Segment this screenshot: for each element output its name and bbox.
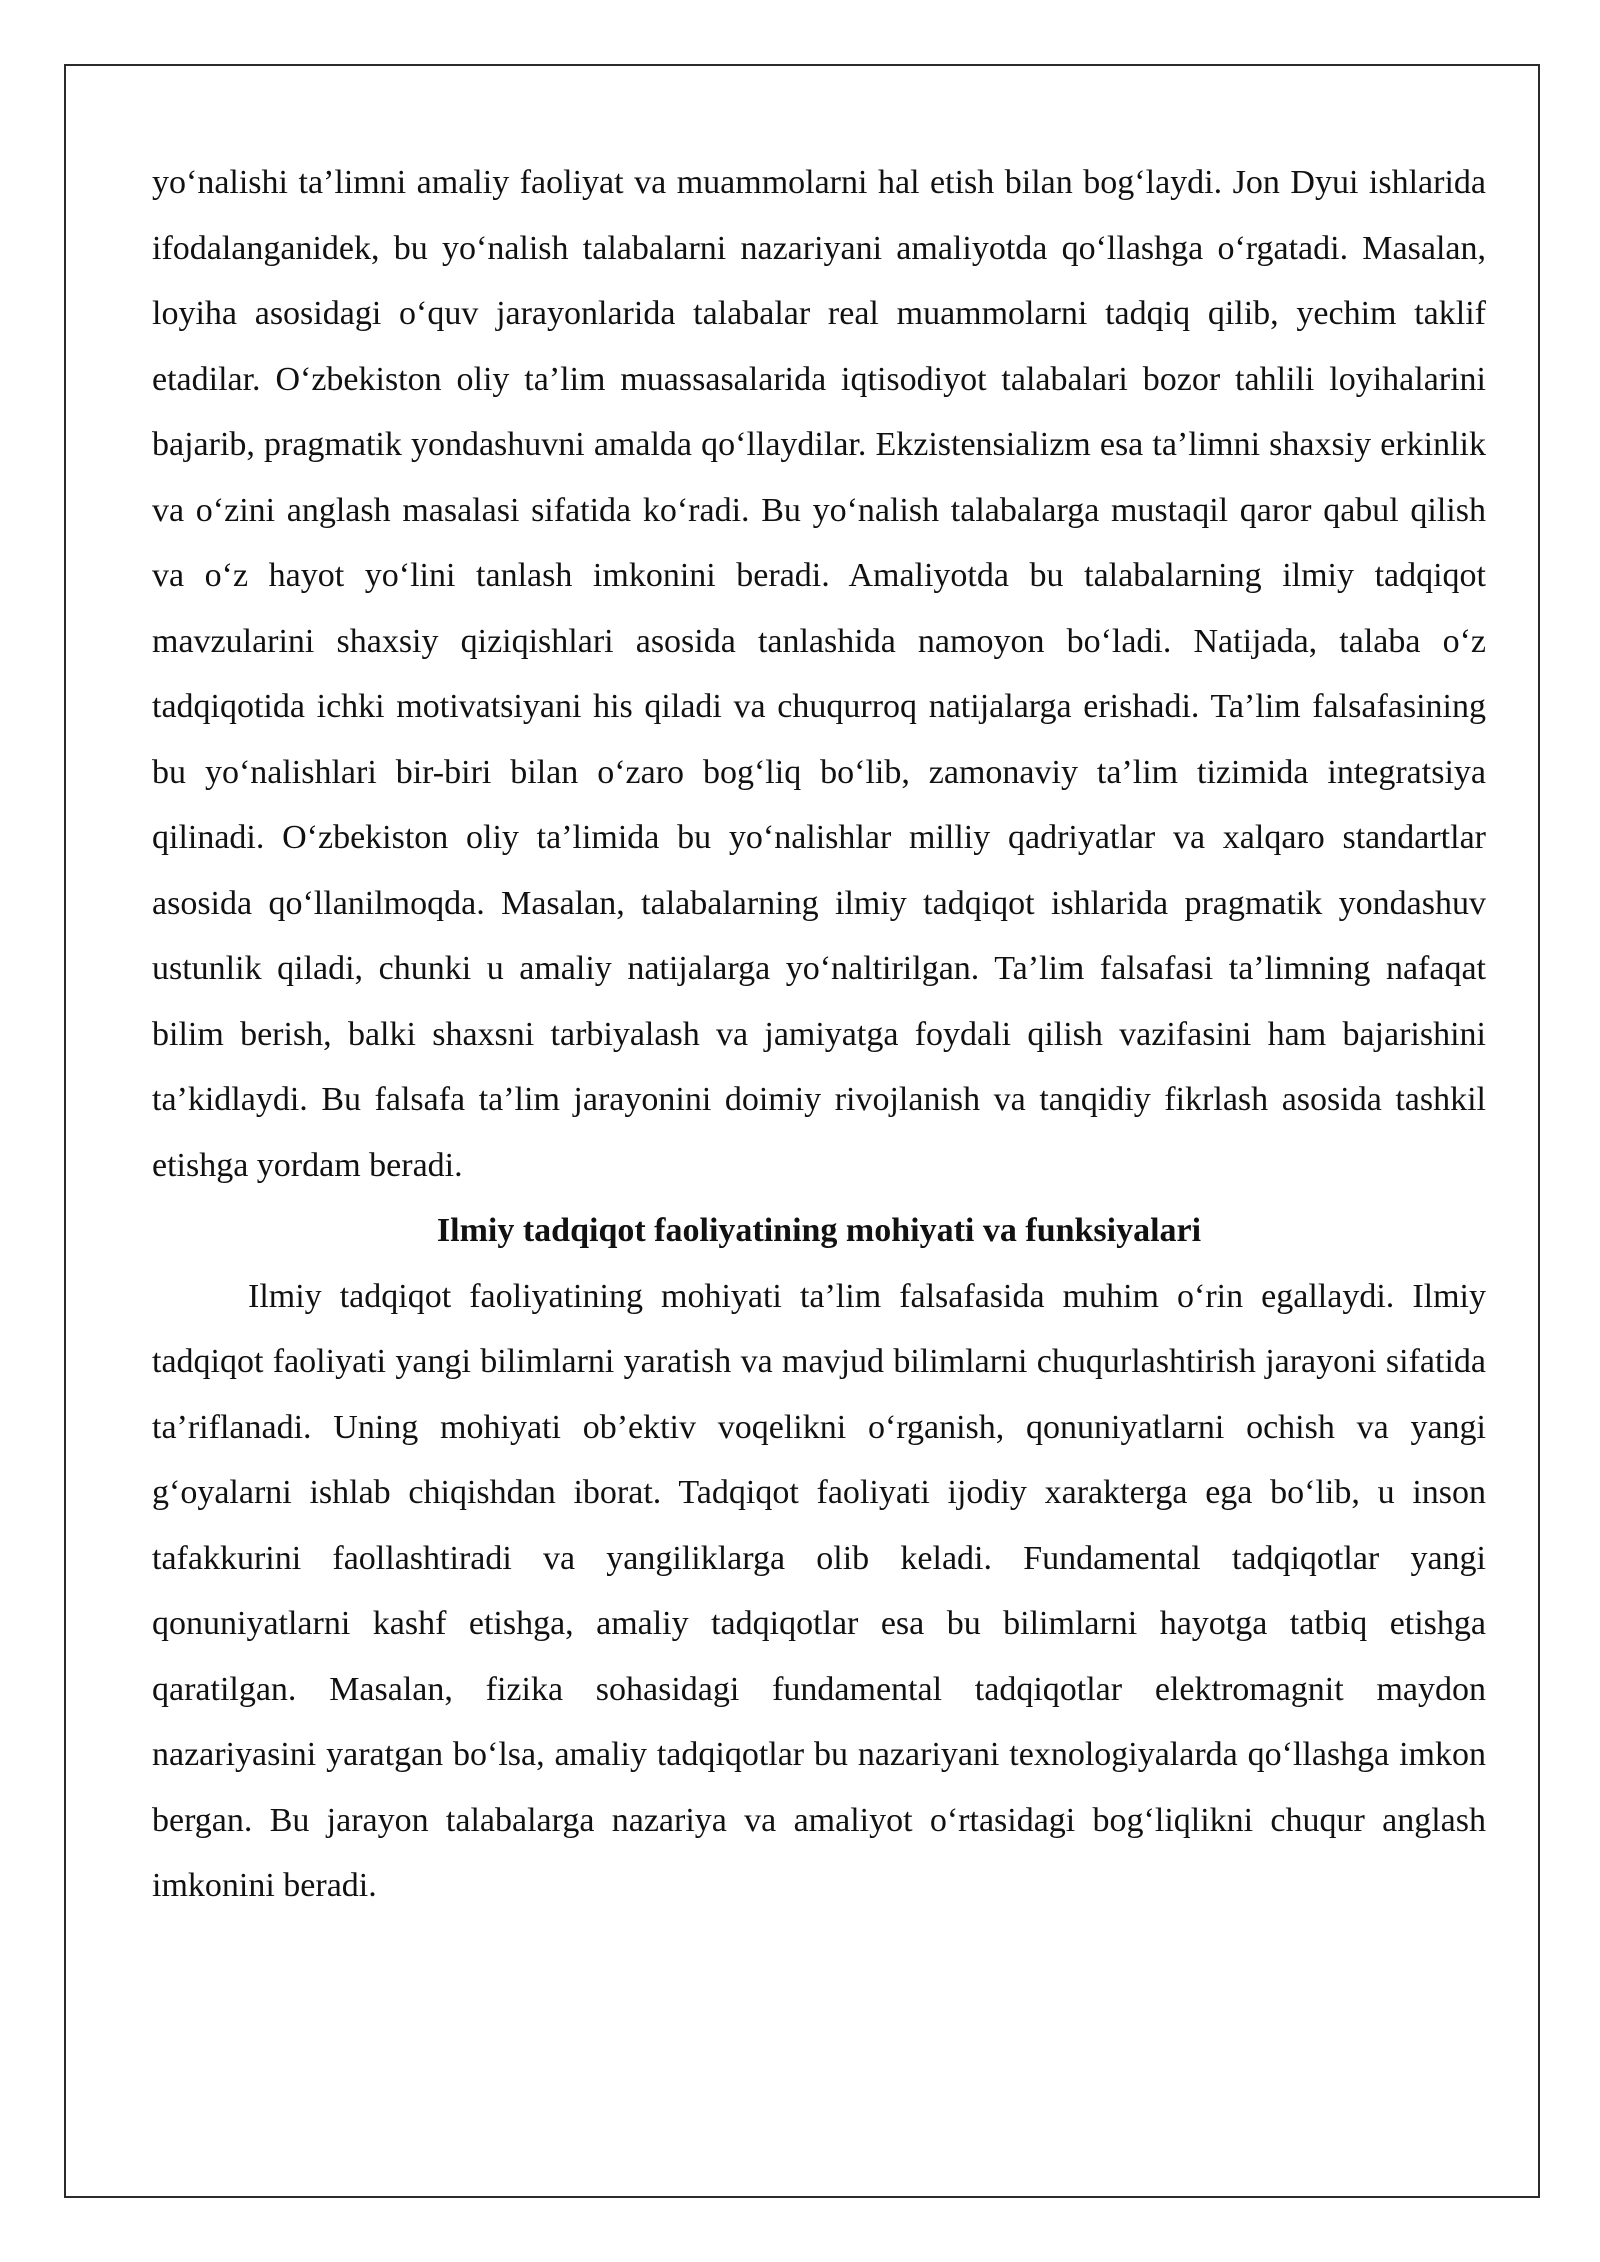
section-heading: Ilmiy tadqiqot faoliyatining mohiyati va funksiyalari xyxy=(436,1212,1202,1249)
page-content xyxy=(152,150,1486,1919)
body-paragraph-continued: yo‘nalishi ta’limni amaliy faoliyat va muammolarni hal etish bilan bog‘laydi. Jon Dyui ishlarida ifodalanganidek, bu yo‘nalish talabalarni nazariyani amaliyotda qo‘llashga o‘rgatadi. Masalan, loyiha asosidagi o‘quv jarayonlarida talabalar real muammolarni tadqiq qilib, yechim taklif etadilar. O‘zbekiston oliy ta’lim muassasalarida iqtisodiyot talabalari bozor tahlili loyihalarini bajarib, pragmatik yondashuvni amalda qo‘llaydilar. Ekzistensializm esa ta’limni shaxsiy erkinlik va o‘zini anglash masalasi sifatida ko‘radi. Bu yo‘nalish talabalarga mustaqil qaror qabul qilish va o‘z hayot yo‘lini tanlash imkonini beradi. Amaliyotda bu talabalarning ilmiy tadqiqot mavzularini shaxsiy qiziqishlari asosida tanlashida namoyon bo‘ladi. Natijada, talaba o‘z tadqiqotida ichki motivatsiyani his qiladi va chuqurroq natijalarga erishadi. Ta’lim falsafasining bu yo‘nalishlari bir-biri bilan o‘zaro bog‘liq bo‘lib, zamonaviy ta’lim tizimida integratsiya qilinadi. O‘zbekiston oliy ta’limida bu yo‘nalishlar milliy qadriyatlar va xalqaro standartlar asosida qo‘llanilmoqda. Masalan, talabalarning ilmiy tadqiqot ishlarida pragmatik yondashuv ustunlik qiladi, chunki u amaliy natijalarga yo‘naltirilgan. Ta’lim falsafasi ta’limning nafaqat bilim berish, balki shaxsni tarbiyalash va jamiyatga foydali qilish vazifasini ham bajarishini ta’kidlaydi. Bu falsafa ta’lim jarayonini doimiy rivojlanish va tanqidiy fikrlash asosida tashkil etishga yordam beradi. xyxy=(152,164,1486,1184)
body-paragraph: Ilmiy tadqiqot faoliyatining mohiyati ta’lim falsafasida muhim o‘rin egallaydi. Ilmiy tadqiqot faoliyati yangi bilimlarni yaratish va mavjud bilimlarni chuqurlashtirish jarayoni sifatida ta’riflanadi. Uning mohiyati ob’ektiv voqelikni o‘rganish, qonuniyatlarni ochish va yangi g‘oyalarni ishlab chiqishdan iborat. Tadqiqot faoliyati ijodiy xarakterga ega bo‘lib, u inson tafakkurini faollashtiradi va yangiliklarga olib keladi. Fundamental tadqiqotlar yangi qonuniyatlarni kashf etishga, amaliy tadqiqotlar esa bu bilimlarni hayotga tatbiq etishga qaratilgan. Masalan, fizika sohasidagi fundamental tadqiqotlar elektromagnit maydon nazariyasini yaratgan bo‘lsa, amaliy tadqiqotlar bu nazariyani texnologiyalarda qo‘llashga imkon bergan. Bu jarayon talabalarga nazariya va amaliyot o‘rtasidagi bog‘liqlikni chuqur anglash imkonini beradi. xyxy=(152,1277,1486,1904)
